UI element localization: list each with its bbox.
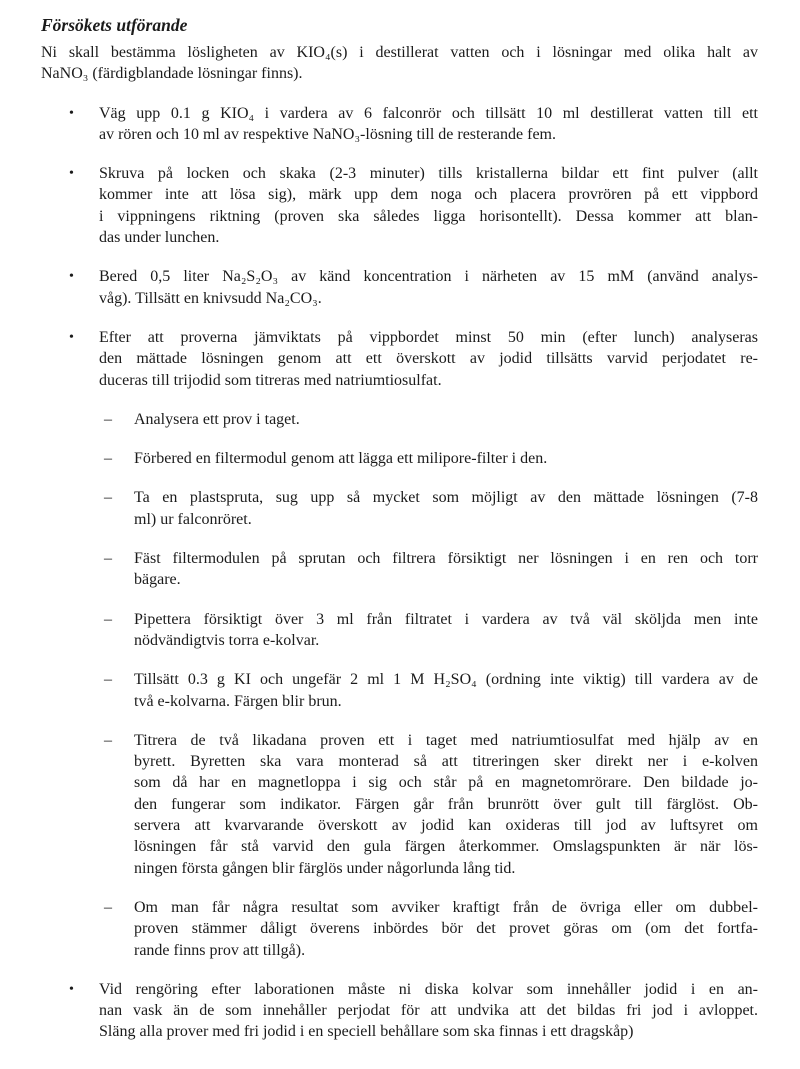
text-line: lösningen får stå varvid den gula färgen återkommer. Omslagspunkten är när lös- xyxy=(134,838,758,856)
bullet-text xyxy=(99,327,758,391)
bullet-marker-icon: • xyxy=(69,269,74,285)
text-line: ningen första gången blir färglös under någorlunda lång tid. xyxy=(134,859,516,877)
text-line: duceras till trijodid som titreras med natriumtiosulfat. xyxy=(99,371,442,389)
dash-marker-icon: – xyxy=(104,489,112,507)
text-line: Förbered en filtermodul genom att lägga ett milipore-filter i den. xyxy=(134,450,548,468)
sub-item-text xyxy=(134,548,758,591)
page-title: Försökets utförande xyxy=(41,15,188,35)
text-line: nödvändigtvis torra e-kolvar. xyxy=(134,631,320,649)
text-line: Titrera de två likadana proven ett i taget med natriumtiosulfat med hjälp av en xyxy=(134,731,758,749)
text-line: Väg upp 0.1 g KIO₄ i vardera av 6 falconrör och tillsätt 10 ml destillerat vatten till ett xyxy=(99,104,758,122)
dash-marker-icon: – xyxy=(104,671,112,689)
dash-marker-icon: – xyxy=(104,550,112,568)
text-line: Släng alla prover med fri jodid i en speciell behållare som ska finnas i ett dragskåp) xyxy=(99,1023,634,1041)
text-line: i vippningens riktning (proven ska således ligga horisontellt). Dessa kommer att blan- xyxy=(99,207,758,225)
sub-item-text xyxy=(134,487,758,530)
text-line: Pipettera försiktigt över 3 ml från filtratet i vardera av två väl sköljda men inte xyxy=(134,610,758,628)
text-line: nan vask än de som innehåller perjodat för att undvika att det bildas fri jod i avloppet. xyxy=(99,1002,758,1020)
sub-item-text xyxy=(134,448,758,469)
sub-item-pipette xyxy=(104,609,758,652)
text-line: Om man får några resultat som avviker kraftigt från de övriga eller om dubbel- xyxy=(134,898,758,916)
bullet-marker-icon: • xyxy=(69,166,74,182)
intro-paragraph xyxy=(41,42,758,85)
text-line: proven stämmer dåligt överens inbördes bör det provet göras om (om det fortfa- xyxy=(134,920,758,938)
text-line: das under lunchen. xyxy=(99,229,220,247)
bullet-item-prepare-thiosulfate xyxy=(69,266,758,309)
text-line: rande finns prov att tillgå). xyxy=(134,941,306,959)
bullet-text xyxy=(99,979,758,1043)
bullet-item-shake xyxy=(69,163,758,248)
bullet-text xyxy=(99,103,758,146)
bullet-marker-icon: • xyxy=(69,981,74,997)
text-line: Ni skall bestämma lösligheten av KIO₄(s) i destillerat vatten och i lösningar med olika halt av xyxy=(41,44,758,61)
text-line: två e-kolvarna. Färgen blir brun. xyxy=(134,692,342,710)
sub-item-attach-filter xyxy=(104,548,758,591)
bullet-marker-icon: • xyxy=(69,329,74,345)
text-line: Vid rengöring efter laborationen måste ni diska kolvar som innehåller jodid i en an- xyxy=(99,980,758,998)
text-line: NaNO₃ (färdigblandade lösningar finns). xyxy=(41,65,303,83)
text-line: den fungerar som indikator. Färgen går från brunrött över gult till färglöst. Ob- xyxy=(134,795,758,813)
text-line: servera att kvarvarande överskott av jodid kan oxideras till jod av luftsyret om xyxy=(134,817,758,835)
text-line: bägare. xyxy=(134,571,181,589)
dash-marker-icon: – xyxy=(104,410,112,428)
text-line: som då har en magnetloppa i sig och står på en magnetomrörare. Den bildade jo- xyxy=(134,774,758,792)
sub-item-syringe xyxy=(104,487,758,530)
sub-item-text xyxy=(134,609,758,652)
text-line: den mättade lösningen genom att ett överskott av jodid tillsätts varvid perjodatet re- xyxy=(99,350,758,368)
dash-marker-icon: – xyxy=(104,898,112,916)
sub-item-titrate xyxy=(104,730,758,879)
text-line: Fäst filtermodulen på sprutan och filtrera försiktigt ner lösningen i en ren och torr xyxy=(134,550,758,568)
bullet-marker-icon: • xyxy=(69,105,74,121)
text-line: Skruva på locken och skaka (2-3 minuter) tills kristallerna bildar ett fint pulver (allt xyxy=(99,165,758,183)
sub-item-filter-module xyxy=(104,448,758,469)
sub-item-text xyxy=(134,669,758,712)
bullet-text xyxy=(99,266,758,309)
sub-item-text xyxy=(134,409,758,430)
text-line: byrett. Byretten ska vara monterad så att titreringen sker direkt ner i e-kolven xyxy=(134,753,758,771)
sub-item-redo-outliers xyxy=(104,897,758,961)
text-line: Analysera ett prov i taget. xyxy=(134,410,300,428)
sub-item-analyze-one xyxy=(104,409,758,430)
bullet-item-weigh xyxy=(69,103,758,146)
text-line: Bered 0,5 liter Na₂S₂O₃ av känd koncentration i närheten av 15 mM (använd analys- xyxy=(99,268,758,286)
dash-marker-icon: – xyxy=(104,610,112,628)
sub-item-text xyxy=(134,730,758,879)
text-line: Tillsätt 0.3 g KI och ungefär 2 ml 1 M H₂SO₄ (ordning inte viktig) till vardera av de xyxy=(134,671,758,689)
text-line: kommer inte att lösa sig), märk upp dem noga och placera provrören på ett vippbord xyxy=(99,186,758,204)
bullet-text xyxy=(99,163,758,248)
dash-marker-icon: – xyxy=(104,731,112,749)
dash-marker-icon: – xyxy=(104,450,112,468)
text-line: Ta en plastspruta, sug upp så mycket som möjligt av den mättade lösningen (7-8 xyxy=(134,489,758,507)
text-line: våg). Tillsätt en knivsudd Na₂CO₃. xyxy=(99,289,322,307)
sub-item-add-ki xyxy=(104,669,758,712)
bullet-item-analysis xyxy=(69,327,758,391)
text-line: ml) ur falconröret. xyxy=(134,510,252,528)
text-line: av rören och 10 ml av respektive NaNO₃-lösning till de resterande fem. xyxy=(99,125,556,143)
text-line: Efter att proverna jämviktats på vippbordet minst 50 min (efter lunch) analyseras xyxy=(99,328,758,346)
bullet-item-cleaning xyxy=(69,979,758,1043)
sub-item-text xyxy=(134,897,758,961)
